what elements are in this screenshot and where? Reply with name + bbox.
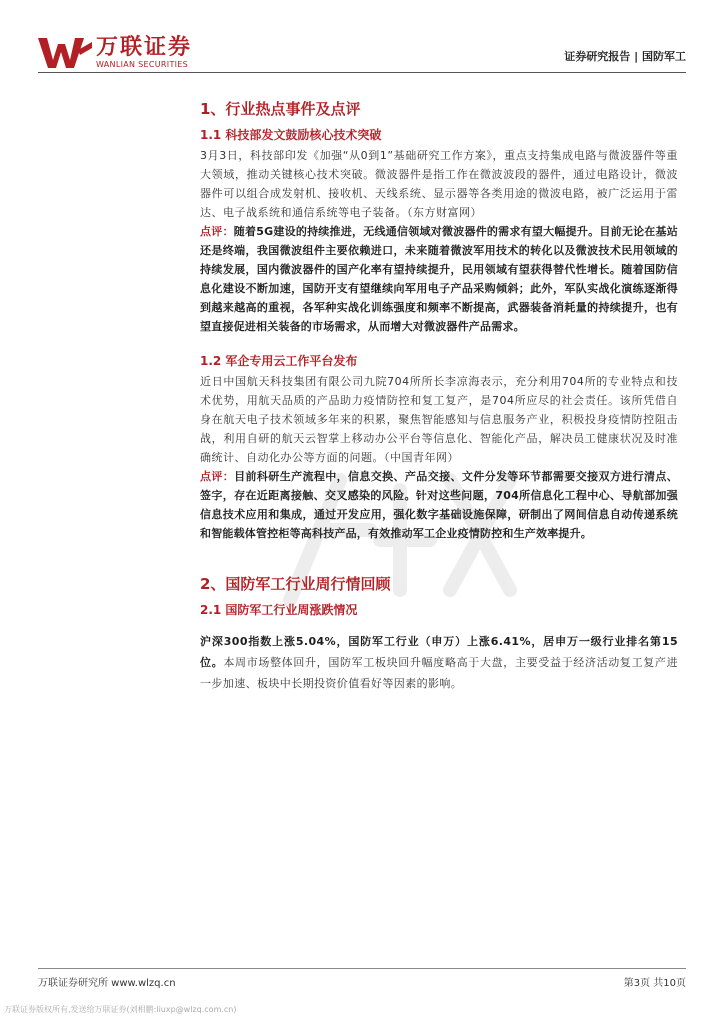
report-sector: 国防军工 <box>642 50 686 63</box>
footer-divider <box>38 968 686 969</box>
comment-text: 目前科研生产流程中，信息交换、产品交接、文件分发等环节都需要交接双方进行清点、签字，存在近距离接触、交叉感染的风险。针对这些问题，704所信息化工程中心、导航部加强信息技术应用和集成，通过开发应用，强化数字基础设施保障，研制出了网间信息自动传递系统和智能载体管控柜等高科技产品，有效推动军工企业疫情防控和生产效率提升。 <box>200 470 678 540</box>
header-meta <box>564 48 686 64</box>
copyright-note: 万联证券版权所有,发送给万联证券(刘相鹏:liuxp@wlzq.com.cn) <box>4 1005 237 1014</box>
market-summary: 沪深300指数上涨5.04%，国防军工行业（申万）上涨6.41%，居申万一级行业排名第15位。 <box>200 635 678 669</box>
report-body <box>200 90 678 694</box>
section-2-1-body <box>200 631 678 694</box>
report-type: 证券研究报告 <box>564 50 631 63</box>
page-number: 第3页 共10页 <box>623 978 686 989</box>
section-2-title: 2、国防军工行业周行情回顾 <box>200 575 391 593</box>
section-1-title: 1、行业热点事件及点评 <box>200 100 361 118</box>
section-1-2-title: 1.2 军企专用云工作平台发布 <box>200 354 358 368</box>
comment-label: 点评： <box>200 470 235 483</box>
section-1-1-comment <box>200 222 678 336</box>
header-separator: | <box>634 50 639 63</box>
section-1-2-body: 近日中国航天科技集团有限公司九院704所所长李凉海表示，充分利用704所的专业特点和技术优势，用航天品质的产品助力疫情防控和复工复产，是704所应尽的社会责任。该所凭借自身在航天电子技术领域多年来的积累，聚焦智能感知与信息服务产业，积极投身疫情防控阻击战，利用自研的航天云智掌上移动办公平台等信息化、智能化产品，解决员工健康状况及时准确统计、自动化办公等方面的问题。（中国青年网） <box>200 375 678 464</box>
footer-institute: 万联证券研究所 www.wlzq.cn <box>38 978 176 989</box>
comment-text: 随着5G建设的持续推进，无线通信领域对微波器件的需求有望大幅提升。目前无论在基站还是终端，我国微波组件主要依赖进口，未来随着微波军用技术的转化以及微波技术民用领域的持续发展，国内微波器件的国产化率有望持续提升，民用领域有望获得替代性增长。随着国防信息化建设不断加速，国防开支有望继续向军用电子产品采购倾斜；此外，军队实战化演练逐渐得到越来越高的重视，各军种实战化训练强度和频率不断提高，武器装备消耗量的持续提升，也有望直接促进相关装备的市场需求，从而增大对微波器件产品需求。 <box>200 225 678 333</box>
market-analysis: 本周市场整体回升，国防军工板块回升幅度略高于大盘，主要受益于经济活动复工复产进一步加速、板块中长期投资价值看好等因素的影响。 <box>200 656 678 690</box>
header-divider <box>38 72 686 73</box>
brand-name-en: WANLIAN SECURITIES <box>96 60 189 69</box>
section-1-2-comment <box>200 467 678 543</box>
section-1-1-title: 1.1 科技部发文鼓励核心技术突破 <box>200 128 382 142</box>
section-2-1-title: 2.1 国防军工行业周涨跌情况 <box>200 603 358 617</box>
section-1-1-body: 3月3日，科技部印发《加强“从0到1”基础研究工作方案》，重点支持集成电路与微波器件等重大领域，推动关键核心技术突破。微波器件是指工作在微波波段的器件，通过电路设计，微波器件可以组合成发射机、接收机、天线系统、显示器等各类用途的微波电路，被广泛运用于雷达、电子战系统和通信系统等电子装备。（东方财富网） <box>200 149 678 219</box>
wanlian-logo-icon <box>38 36 92 70</box>
comment-label: 点评： <box>200 225 234 238</box>
page-header <box>38 36 686 70</box>
brand-name-cn: 万联证券 <box>96 35 193 60</box>
